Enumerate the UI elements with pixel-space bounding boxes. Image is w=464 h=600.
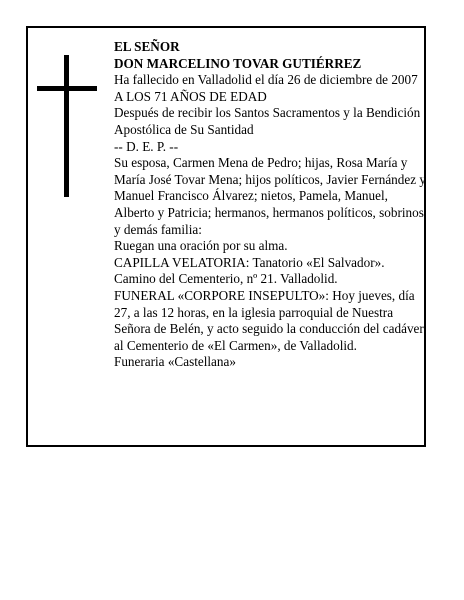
prayer-request: Ruegan una oración por su alma. [114, 238, 288, 254]
age-at-death: A LOS 71 AÑOS DE EDAD [114, 88, 267, 104]
deceased-honorific: EL SEÑOR [114, 39, 180, 54]
obituary-text [114, 39, 426, 371]
funeral-home: Funeraria «Castellana» [114, 354, 236, 370]
death-announcement: Ha fallecido en Valladolid el día 26 de diciembre de 2007 [114, 72, 418, 88]
deceased-name: DON MARCELINO TOVAR GUTIÉRREZ [114, 55, 362, 71]
rest-in-peace: -- D. E. P. -- [114, 138, 179, 154]
cross-vertical-bar [64, 55, 69, 197]
cross-horizontal-bar [37, 86, 97, 91]
funeral-info: FUNERAL «CORPORE INSEPULTO»: Hoy jueves, día 27, a las 12 horas, en la iglesia parroquial de Nuestra Señora de Belén, y acto seguido la conducción del cadáver al Cementerio de «El Carmen», de Valladolid. [114, 287, 424, 353]
family-list: Su esposa, Carmen Mena de Pedro; hijas, Rosa María y María José Tovar Mena; hijos políticos, Javier Fernández y Manuel Francisco Álvarez; nietos, Pamela, Manuel, Alberto y Patricia; hermanos, hermanos políticos, sobrinos y demás familia: [114, 155, 426, 237]
sacraments-note: Después de recibir los Santos Sacramentos y la Bendición Apostólica de Su Santidad [114, 105, 421, 137]
cross-icon [37, 55, 97, 197]
chapel-info: CAPILLA VELATORIA: Tanatorio «El Salvador». Camino del Cementerio, nº 21. Valladolid. [114, 254, 385, 287]
